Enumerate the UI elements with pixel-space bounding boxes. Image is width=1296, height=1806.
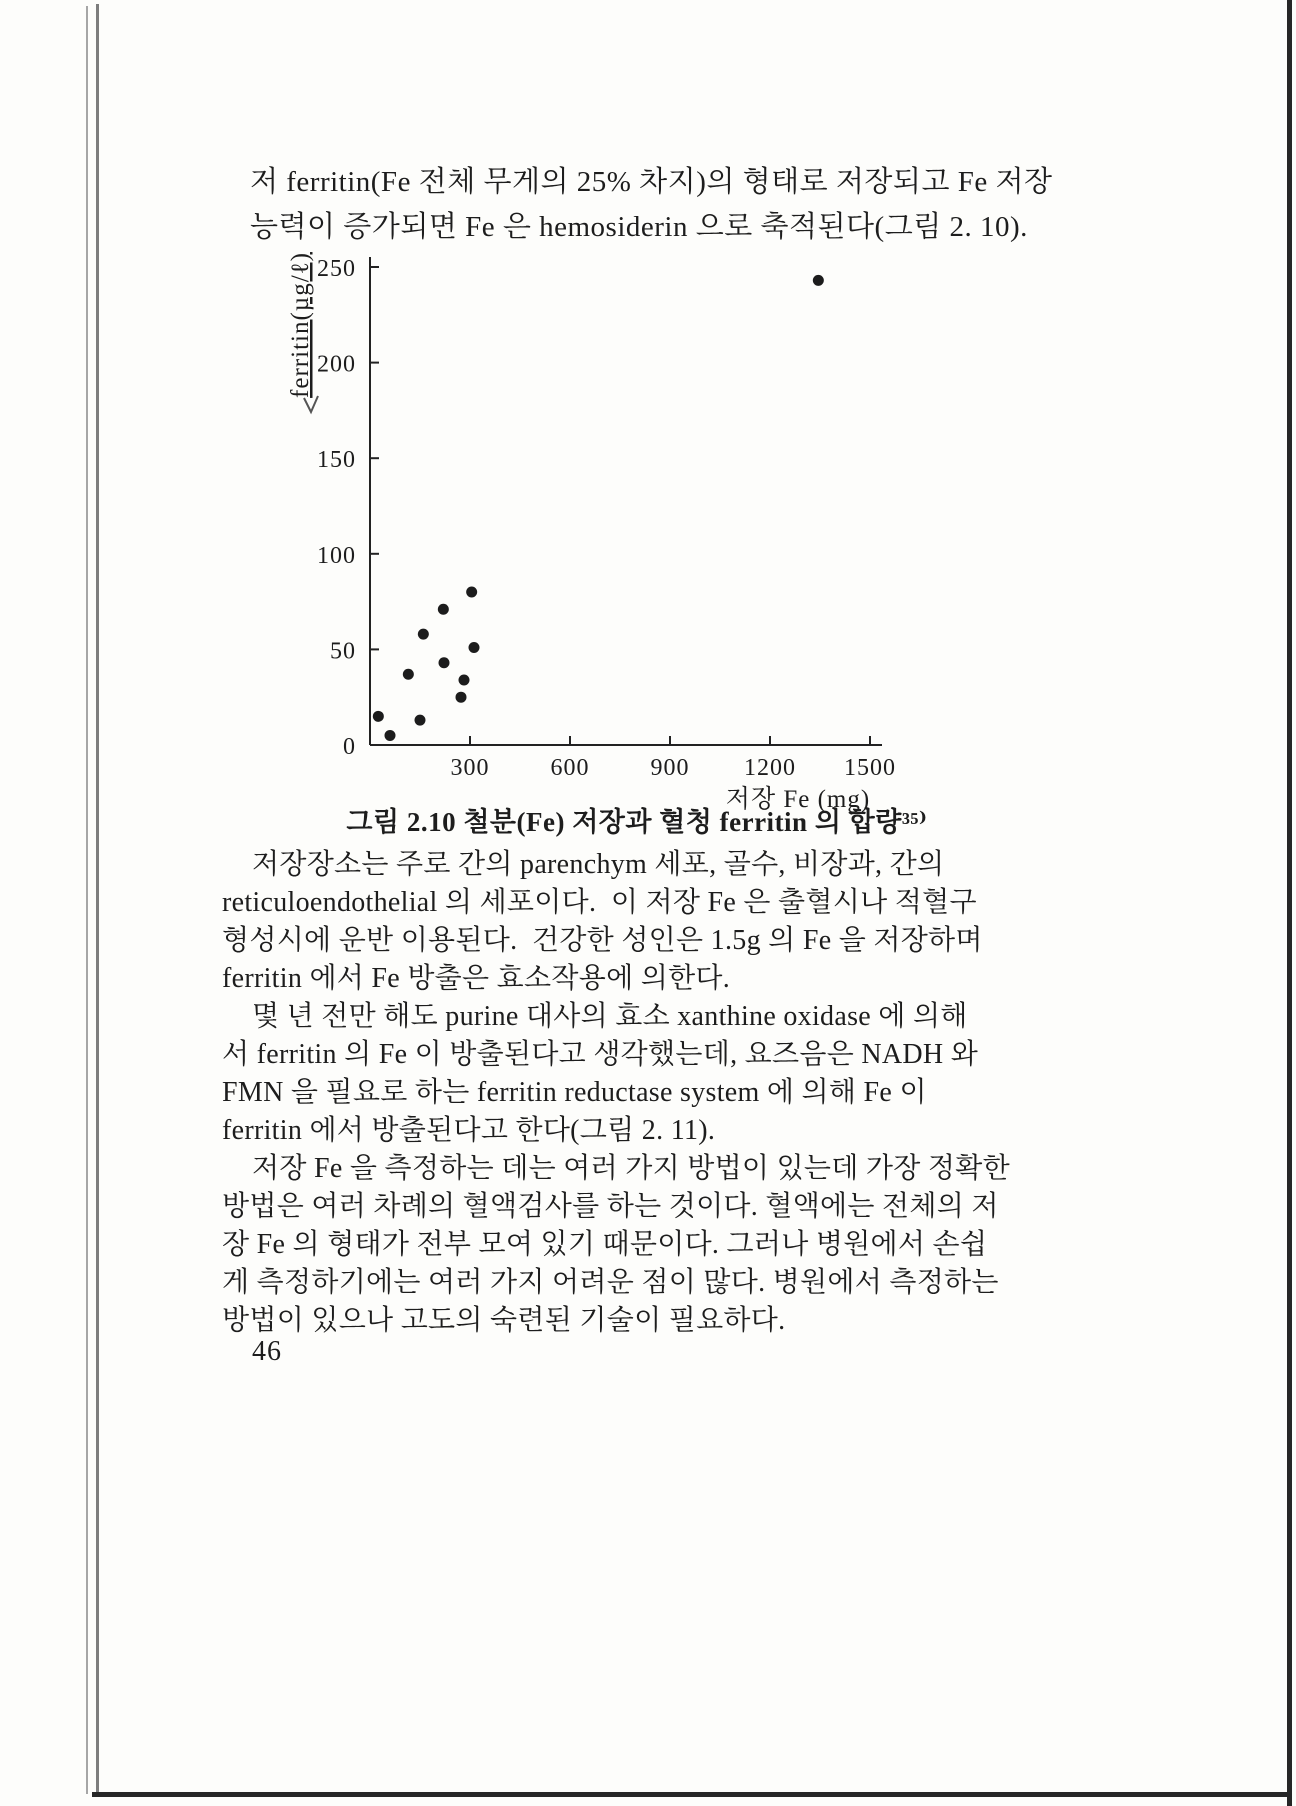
paragraph — [222, 1150, 1062, 1340]
y-axis-title: ferritin(µg/ℓ) — [287, 252, 314, 398]
y-tick-label: 250 — [317, 256, 356, 282]
text-line: 형성시에 운반 이용된다. 건강한 성인은 1.5g 의 Fe 을 저장하며 — [222, 925, 983, 956]
text-line: FMN 을 필요로 하는 ferritin reductase system 에 의해 Fe 이 — [222, 1077, 927, 1108]
y-tick-label: 150 — [317, 447, 356, 474]
text-line: 방법이 있으나 고도의 숙련된 기술이 필요하다. — [222, 1305, 786, 1336]
y-tick-label: 0 — [343, 734, 356, 760]
text-line: 저장장소는 주로 간의 parenchym 세포, 골수, 비장과, 간의 — [252, 849, 945, 880]
data-point — [438, 604, 449, 615]
page-number: 46 — [252, 1336, 282, 1367]
intro-paragraph — [250, 160, 1053, 250]
body-text — [222, 846, 1062, 1340]
data-point — [373, 711, 384, 722]
figure-2-10 — [260, 248, 940, 828]
x-tick-label: 300 — [450, 755, 490, 781]
data-point — [418, 629, 429, 640]
data-point — [415, 715, 426, 726]
scatter-plot — [260, 248, 940, 828]
data-point — [466, 587, 477, 598]
x-tick-label: 1500 — [844, 755, 896, 781]
page-edge-bottom — [92, 1792, 1292, 1797]
text-line: 능력이 증가되면 Fe 은 hemosiderin 으로 축적된다(그림 2. 10). — [250, 211, 1028, 243]
page-edge-left-inner — [96, 4, 99, 1796]
y-tick-label: 50 — [330, 638, 356, 665]
text-line: 몇 년 전만 해도 purine 대사의 효소 xanthine oxidase 에 의해 — [252, 1001, 968, 1032]
text-line: reticuloendothelial 의 세포이다. 이 저장 Fe 은 출혈시나 적혈구 — [222, 887, 977, 918]
text-line: 저 ferritin(Fe 전체 무게의 25% 차지)의 형태로 저장되고 Fe 저장 — [250, 166, 1053, 198]
page-edge-left-outer — [86, 6, 88, 1794]
x-tick-label: 900 — [650, 755, 690, 781]
y-tick-label: 200 — [317, 351, 356, 378]
page-edge-right — [1287, 0, 1292, 1806]
data-point — [439, 657, 450, 668]
data-point — [456, 692, 467, 703]
y-tick-label: 100 — [317, 542, 356, 569]
x-tick-label: 1200 — [744, 755, 796, 781]
text-line: 저장 Fe 을 측정하는 데는 여러 가지 방법이 있는데 가장 정확한 — [252, 1153, 1010, 1184]
x-axis-title: 저장 Fe (mg) — [725, 786, 871, 813]
text-line: 장 Fe 의 형태가 전부 모여 있기 때문이다. 그러나 병원에서 손쉽 — [222, 1229, 988, 1260]
paragraph — [222, 998, 1062, 1150]
x-tick-label: 600 — [550, 755, 590, 781]
text-line: 방법은 여러 차례의 혈액검사를 하는 것이다. 혈액에는 전체의 저 — [222, 1191, 999, 1222]
figure-caption: 그림 2.10 철분(Fe) 저장과 혈청 ferritin 의 합량³⁵⁾ — [346, 807, 928, 837]
data-point — [469, 642, 480, 653]
data-point — [403, 669, 414, 680]
data-point — [459, 674, 470, 685]
data-point — [385, 730, 396, 741]
text-line: 게 측정하기에는 여러 가지 어려운 점이 많다. 병원에서 측정하는 — [222, 1267, 999, 1298]
paragraph — [222, 846, 1062, 998]
text-line: 서 ferritin 의 Fe 이 방출된다고 생각했는데, 요즈음은 NADH 와 — [222, 1039, 979, 1070]
text-line: ferritin 에서 방출된다고 한다(그림 2. 11). — [222, 1115, 716, 1146]
data-point — [813, 275, 824, 286]
text-line: ferritin 에서 Fe 방출은 효소작용에 의한다. — [222, 963, 731, 994]
